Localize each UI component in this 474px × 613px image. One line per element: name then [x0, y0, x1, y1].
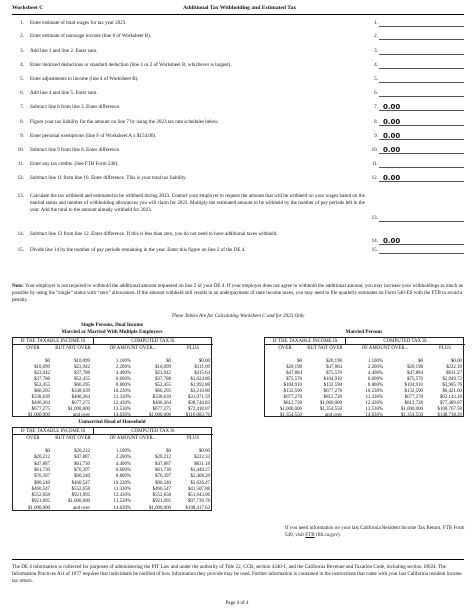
table-cell: 1.100% [115, 359, 131, 364]
table-cell: $62,143.18 [439, 395, 462, 400]
table-cell: $552,658 [152, 493, 171, 499]
line-amount-field[interactable] [379, 89, 464, 97]
table-cell: $47,884 [326, 365, 342, 370]
worksheet-line [12, 119, 464, 128]
table-cell: $415.64 [194, 371, 210, 376]
ftb-link[interactable]: FTB [305, 532, 315, 538]
line-number: 8. [20, 119, 24, 125]
table-cell: $1,354,550 [400, 413, 423, 418]
table-cell: $1,992.88 [190, 383, 210, 388]
table-cell: 13.530% [113, 499, 131, 505]
table-cell: $3,985.76 [442, 383, 462, 388]
table-cell: $41,507.88 [187, 486, 210, 492]
table-cell: $47,884 [407, 371, 423, 376]
table-cell: $47,887 [34, 461, 50, 467]
table-cell: $76,397 [74, 467, 90, 473]
column-but-not-over: BUT NOT OVER [55, 436, 91, 441]
table-cell: $677,275 [31, 407, 50, 412]
table-cell: $921,095 [152, 499, 171, 505]
table-cell: $52,455 [34, 383, 50, 388]
header-taxable-income: IF THE TAXABLE INCOME IS [272, 339, 338, 344]
worksheet-line [12, 161, 464, 170]
table-cell: $406,364 [152, 401, 171, 406]
line-ref-number: 10. [371, 147, 378, 153]
table-cell: $1,000,000 [148, 413, 171, 418]
table-cell: $677,275 [152, 407, 171, 412]
line-text: Enter itemized deductions or standard deduction (line 1 or 2 of Worksheet B, whichever is largest). [30, 62, 232, 68]
single-caption-line1: Single Persons, Dual Income [81, 322, 143, 328]
table-cell: 8.800% [367, 383, 383, 388]
table-cell: $20,212 [74, 449, 90, 454]
column-but-not-over: BUT NOT OVER [307, 346, 343, 351]
line-number: 10. [17, 147, 24, 153]
table-cell: $31,071.59 [187, 395, 210, 400]
line-number: 7. [20, 104, 24, 110]
table-cell: $1,000,000 [67, 407, 90, 412]
table-cell: 10.230% [113, 480, 131, 486]
table-cell: $460,547 [152, 486, 171, 492]
column-of-amount-over: OF AMOUNT OVER... [109, 436, 157, 441]
married-table-caption [264, 329, 464, 336]
table-cell: $2,408.29 [190, 474, 210, 480]
line-amount-field[interactable] [379, 160, 464, 168]
table-cell: $1,000,000 [279, 407, 302, 412]
table-cell: $10,099 [155, 365, 171, 370]
line-ref-number: 1. [374, 20, 378, 26]
line-text: Enter personal exemptions (line F of Worksheet A x $154.00). [30, 133, 157, 139]
line-amount-field[interactable]: 0.00 [379, 103, 464, 111]
line-number: 11. [17, 161, 24, 167]
table-cell: 10.230% [365, 389, 383, 394]
table-cell: $111.09 [194, 365, 210, 370]
table-cell: $37,788 [74, 371, 90, 376]
table-cell: $132,590 [404, 389, 423, 394]
table-cell: $38,744.83 [187, 401, 210, 406]
line-amount-field[interactable]: 0.00 [379, 174, 464, 182]
table-cell: $0 [45, 359, 50, 364]
line-ref-number: 14. [371, 238, 378, 244]
table-cell: $338,639 [152, 395, 171, 400]
line-number: 15. [17, 247, 24, 253]
line-number: 5. [20, 76, 24, 82]
table-cell: $51,943.06 [187, 493, 210, 499]
line-ref-number: 4. [374, 62, 378, 68]
table-cell: $61,730 [34, 467, 50, 473]
table-cell: 14.630% [113, 413, 131, 418]
line-text: Add line 1 and line 2. Enter sum. [30, 48, 98, 54]
line-ref-number: 15. [371, 247, 378, 253]
line-ref-number: 13. [371, 215, 378, 221]
table-cell: $23,942 [34, 371, 50, 376]
table-cell: $10,099 [34, 365, 50, 370]
table-cell: $132,590 [323, 383, 342, 388]
table-cell: $0 [418, 359, 423, 364]
line-ref-number: 7. [374, 104, 378, 110]
table-cell: $37,788 [34, 377, 50, 382]
table-cell: 4.400% [367, 371, 383, 376]
table-cell: 12.430% [113, 401, 131, 406]
line-text: Add line 4 and line 5. Enter sum. [30, 90, 98, 96]
single-caption-line2: Married or Married With Multiple Employers [61, 329, 163, 335]
table-cell: $52,455 [155, 383, 171, 388]
line-amount-field[interactable] [379, 246, 464, 254]
line-amount-field[interactable] [379, 19, 464, 27]
note [12, 283, 464, 304]
table-cell: 6.600% [115, 467, 131, 473]
table-cell: 11.330% [365, 395, 383, 400]
line-text: Enter estimate of total wages for tax year 2023. [30, 20, 127, 26]
table-cell: $0.00 [198, 449, 210, 454]
header-divider [93, 338, 94, 345]
table-cell: $1,000,000 [27, 413, 50, 418]
table-cell: 14.630% [113, 505, 131, 511]
line-number: 9. [20, 133, 24, 139]
worksheet-line [12, 193, 464, 224]
table-cell: $66,295 [155, 389, 171, 394]
note-text: Your employer is not required to withhold the additional amount requested on line 2 of your DE 4. If your employer does not agree to withhold the additional amount, you may increase your withholdings as much as possible by using the “single” status with “zero” allowances. If the amount withheld still results in an underpayment of state income taxes, you may need to file quarterly estimates on Form 540-ES with the FTB to avoid a penalty. [12, 283, 463, 303]
table-cell: $1,000,000 [400, 407, 423, 412]
table-cell: $338,639 [31, 395, 50, 400]
table-cell: $47,887 [155, 461, 171, 467]
worksheet-line [12, 62, 464, 71]
line-text: Enter adjustments to income (line 4 of Worksheet B). [30, 76, 139, 82]
table-cell: $20,212 [34, 455, 50, 461]
table-cell: $23,942 [74, 365, 90, 370]
table-cell: $406,364 [31, 401, 50, 406]
line-amount-field[interactable] [379, 214, 464, 222]
table-cell: $812,728 [404, 401, 423, 406]
table-cell: $921,095 [31, 499, 50, 505]
table-cell: $460,547 [71, 480, 90, 486]
table-cell: $20,198 [326, 359, 342, 364]
table-cell: $61,730 [74, 461, 90, 467]
line-text: Subtract line 13 from line 12. Enter difference. If this is less than zero, you do not need to have additional taxes withheld. [30, 231, 278, 237]
line-text: Calculate the tax withheld and estimated to be withheld during 2023. Contact your employer to request the amount that will be withheld on your wages based on the marital status and number of withholding allowances you will claim for 2023. Multiply the estimated amount to be withheld by the number of pay periods left in the year. Add the total to the amount already withheld for 2023. [30, 193, 365, 213]
table-cell: $61,730 [155, 467, 171, 473]
table-cell: $3,210.80 [190, 389, 210, 394]
tables-heading: These Tables Are for Calculating Worksheet C and for 2023 Only [171, 313, 305, 319]
header-taxable-income: IF THE TAXABLE INCOME IS [20, 339, 86, 344]
single-table-caption [12, 322, 212, 336]
line-text: Enter estimate of nonwage income (line 6 of Worksheet B). [30, 33, 152, 39]
column-plus: PLUS [187, 436, 199, 441]
line-number: 14. [17, 231, 24, 237]
worksheet-line [12, 104, 464, 113]
line-ref-number: 8. [374, 119, 378, 125]
table-cell: $460,547 [31, 486, 50, 492]
table-cell: $148,738.20 [437, 413, 462, 418]
single-tax-rate-table [12, 337, 212, 417]
table-cell: $90,240 [74, 474, 90, 480]
worksheet-line [12, 133, 464, 142]
line-number: 13. [17, 193, 24, 199]
table-cell: $75,576 [286, 377, 302, 382]
table-cell: 2.200% [115, 365, 131, 370]
worksheet-line [12, 33, 464, 42]
header-divider [93, 428, 94, 435]
table-cell: $2,049.72 [442, 377, 462, 382]
table-cell: $1,354,550 [279, 413, 302, 418]
table-cell: 8.800% [115, 474, 131, 480]
table-cell: 8.800% [115, 383, 131, 388]
worksheet-title: Additional Tax Withholding and Estimated Tax [183, 5, 297, 11]
line-amount-field[interactable]: 0.00 [379, 118, 464, 126]
table-cell: $552,658 [31, 493, 50, 499]
table-cell: and over [73, 413, 90, 418]
table-cell: $406,364 [71, 395, 90, 400]
table-cell: $677,278 [283, 395, 302, 400]
table-cell: $677,275 [71, 401, 90, 406]
column-over: OVER [26, 346, 40, 351]
ftb-info-text1: If you need information on your last California Resident Income Tax Return, FTB Form 540, visit [285, 525, 465, 538]
table-cell: $338,639 [71, 389, 90, 394]
line-number: 12. [17, 175, 24, 181]
table-cell: $66,295 [34, 389, 50, 394]
worksheet-line [12, 175, 464, 184]
table-cell: $1,000,000 [27, 505, 50, 511]
header-computed-tax: COMPUTED TAX IS [131, 339, 175, 344]
table-cell: $108,417.63 [185, 505, 210, 511]
line-number: 3. [20, 48, 24, 54]
table-cell: $1,000,000 [319, 401, 342, 406]
privacy-footer: The DE 4 information is collected for purposes of administering the PIT Law and under the authority of Title 22, CCR, section 4340-1, and the California Revenue and Taxation Code, including section 18624. The Information Practices Act of 1977 requires that individuals be notified of how information they provide may be used. Further information is contained in the instructions that came with your last California resident income tax return. [12, 559, 464, 585]
line-amount-field[interactable]: 0.00 [379, 237, 464, 245]
line-text: Subtract line 9 from line 8. Enter difference. [30, 147, 121, 153]
table-cell: $20,212 [155, 455, 171, 461]
table-cell: $0.00 [450, 359, 462, 364]
hoh-table-caption [12, 419, 212, 426]
table-cell: $47,884 [286, 371, 302, 376]
table-cell: 4.400% [115, 461, 131, 467]
married-tax-rate-table [264, 337, 464, 417]
column-of-amount-over: OF AMOUNT OVER... [361, 346, 409, 351]
line-amount-field[interactable]: 0.00 [379, 132, 464, 140]
table-cell: $222.33 [194, 455, 210, 461]
table-cell: $812,728 [323, 395, 342, 400]
column-over: OVER [26, 436, 40, 441]
table-cell: 14.630% [365, 413, 383, 418]
worksheet-header [12, 3, 464, 15]
header-divider [345, 338, 346, 345]
table-cell: $3,626.47 [190, 480, 210, 486]
ftb-info-text2: (ftb.ca.gov). [314, 532, 341, 538]
table-cell: $23,942 [155, 371, 171, 376]
table-cell: $90,240 [155, 480, 171, 486]
table-cell: 12.430% [365, 401, 383, 406]
line-text: Divide line 14 by the number of pay periods remaining in the year. Enter this figure on line 2 of the DE 4. [30, 247, 246, 253]
line-amount-field[interactable] [379, 47, 464, 55]
table-cell: 6.600% [367, 377, 383, 382]
line-text: Subtract line 6 from line 3. Enter difference. [30, 104, 121, 110]
hoh-tax-rate-table [12, 427, 212, 511]
table-cell: $76,397 [155, 474, 171, 480]
worksheet-line [12, 20, 464, 29]
table-cell: $66,295 [74, 383, 90, 388]
married-caption-line1: Married Persons [345, 329, 383, 335]
worksheet-line [12, 231, 464, 247]
worksheet-line [12, 90, 464, 99]
line-amount-field[interactable] [379, 32, 464, 40]
table-cell: $100,767.58 [437, 407, 462, 412]
line-text: Figure your tax liability for the amount on line 7 by using the 2023 tax rate schedules below. [30, 119, 219, 125]
table-cell: $75,576 [326, 371, 342, 376]
line-text: Subtract line 11 from line 10. Enter difference. This is your total tax liability. [30, 175, 187, 181]
line-ref-number: 2. [374, 33, 378, 39]
line-amount-field[interactable]: 0.00 [379, 146, 464, 154]
table-cell: 2.200% [115, 455, 131, 461]
table-cell: $921,095 [71, 493, 90, 499]
table-cell: $6,421.60 [442, 389, 462, 394]
table-cell: 1.100% [367, 359, 383, 364]
table-cell: and over [73, 505, 90, 511]
column-over: OVER [278, 346, 292, 351]
header-computed-tax: COMPUTED TAX IS [383, 339, 427, 344]
worksheet-line [12, 48, 464, 57]
column-plus: PLUS [439, 346, 451, 351]
table-cell: 2.200% [367, 365, 383, 370]
line-number: 6. [20, 90, 24, 96]
table-cell: 12.430% [113, 493, 131, 499]
table-cell: $104,910 [323, 377, 342, 382]
line-ref-number: 3. [374, 48, 378, 54]
table-cell: $104,910 [404, 383, 423, 388]
table-cell: $52,455 [74, 377, 90, 382]
line-number: 2. [20, 33, 24, 39]
note-label: Note: [12, 283, 24, 289]
table-cell: 13.530% [113, 407, 131, 412]
table-cell: and over [325, 413, 342, 418]
worksheet-line [12, 247, 464, 256]
line-ref-number: 12. [371, 175, 378, 181]
table-cell: $0 [45, 449, 50, 454]
table-cell: $132,590 [283, 389, 302, 394]
table-cell: $552,658 [71, 486, 90, 492]
table-cell: $1,000,000 [67, 499, 90, 505]
table-cell: $1,440.27 [190, 467, 210, 473]
column-plus: PLUS [187, 346, 199, 351]
table-cell: $0.00 [198, 359, 210, 364]
table-cell: $0 [297, 359, 302, 364]
table-cell: $1,000,000 [148, 505, 171, 511]
table-cell: 6.600% [115, 377, 131, 382]
table-cell: $1,024.86 [190, 377, 210, 382]
table-cell: $0 [166, 449, 171, 454]
table-cell: 11.330% [113, 395, 131, 400]
table-cell: $10,099 [74, 359, 90, 364]
line-ref-number: 6. [374, 90, 378, 96]
line-number: 1. [20, 20, 24, 26]
table-cell: 1.100% [115, 449, 131, 454]
worksheet-line [12, 76, 464, 85]
header-computed-tax: COMPUTED TAX IS [131, 429, 175, 434]
table-cell: $0 [166, 359, 171, 364]
line-number: 4. [20, 62, 24, 68]
table-cell: $831.27 [446, 371, 462, 376]
line-ref-number: 5. [374, 76, 378, 82]
table-cell: $831.18 [194, 461, 210, 467]
table-cell: $222.18 [446, 365, 462, 370]
table-cell: $75,576 [407, 377, 423, 382]
table-cell: $97,739.78 [187, 499, 210, 505]
table-cell: $47,887 [74, 455, 90, 461]
table-cell: $20,198 [286, 365, 302, 370]
header-taxable-income: IF THE TAXABLE INCOME IS [20, 429, 86, 434]
table-cell: 4.400% [115, 371, 131, 376]
table-cell: $677,278 [323, 389, 342, 394]
table-cell: $72,418.07 [187, 407, 210, 412]
line-ref-number: 9. [374, 133, 378, 139]
hoh-caption-line1: Unmarried Head of Household [78, 419, 146, 425]
line-ref-number: 11. [371, 161, 378, 167]
page-number: Page 4 of 4 [225, 600, 249, 606]
table-cell: $812,728 [283, 401, 302, 406]
table-cell: $76,397 [34, 474, 50, 480]
ftb-info [285, 525, 465, 539]
table-cell: $37,788 [155, 377, 171, 382]
table-cell: $116,083.76 [185, 413, 210, 418]
table-cell: 10.230% [113, 389, 131, 394]
table-cell: 11.330% [113, 486, 131, 492]
worksheet-label: Worksheet C [12, 5, 44, 11]
table-cell: 13.530% [365, 407, 383, 412]
line-amount-field[interactable] [379, 61, 464, 69]
line-text: Enter any tax credits. (See FTB Form 540). [30, 161, 119, 167]
table-cell: $677,278 [404, 395, 423, 400]
table-cell: $1,354,550 [319, 407, 342, 412]
table-cell: $20,198 [407, 365, 423, 370]
line-amount-field[interactable] [379, 75, 464, 83]
worksheet-line [12, 147, 464, 156]
column-of-amount-over: OF AMOUNT OVER... [109, 346, 157, 351]
table-cell: $90,240 [34, 480, 50, 486]
table-cell: $104,910 [283, 383, 302, 388]
column-but-not-over: BUT NOT OVER [55, 346, 91, 351]
table-cell: $77,489.67 [439, 401, 462, 406]
